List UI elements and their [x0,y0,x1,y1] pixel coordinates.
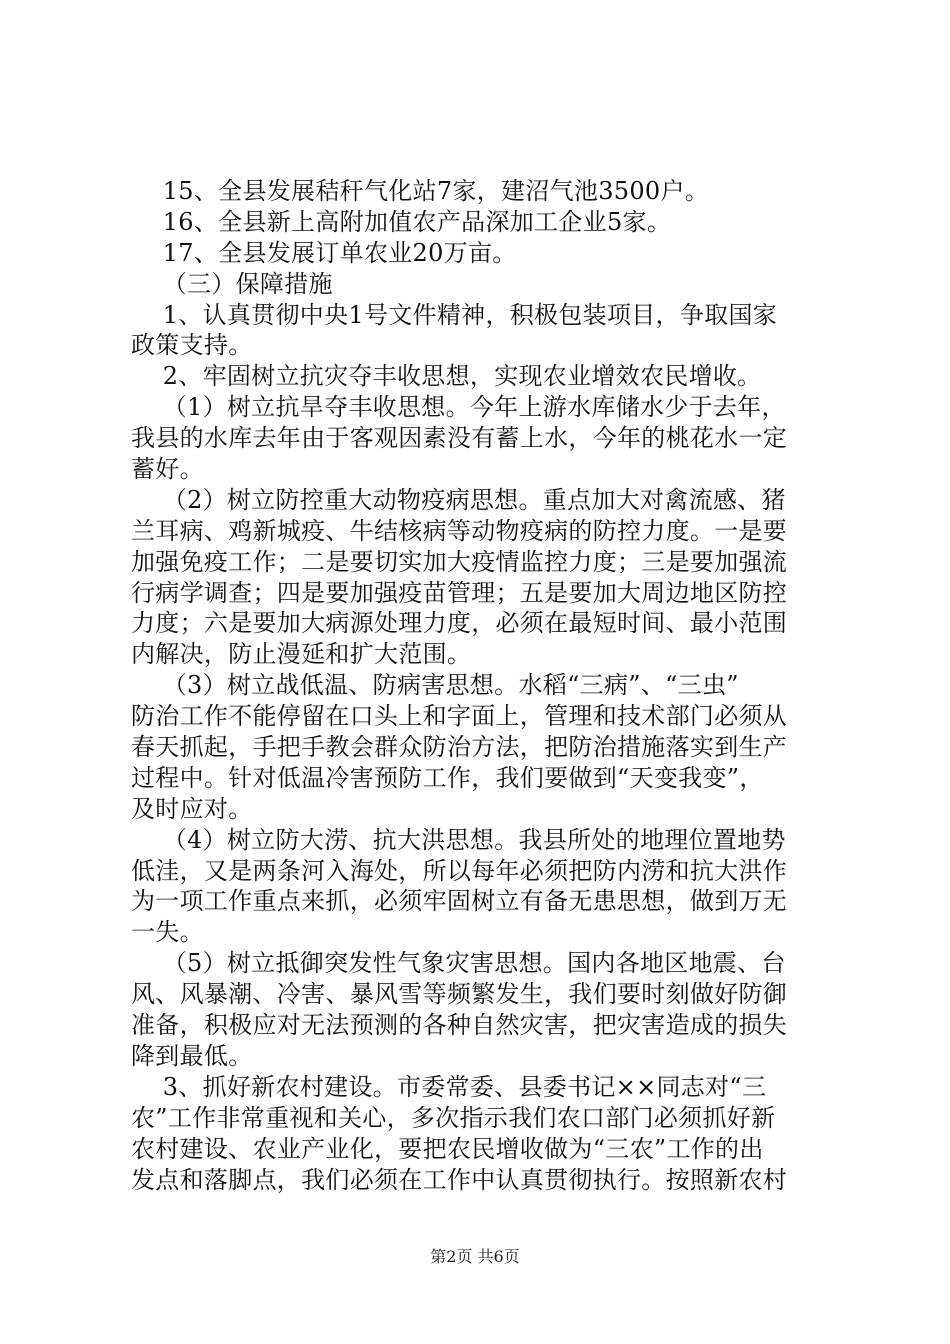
text-line: （2）树立防控重大动物疫病思想。重点加大对禽流感、猪 [131,485,786,514]
text-line: 低洼，又是两条河入海处，所以每年必须把防内涝和抗大洪作 [131,856,788,885]
text-line: 农村建设、农业产业化，要把农民增收做为“三农”工作的出 [131,1134,764,1163]
text-line: 为一项工作重点来抓，必须牢固树立有备无患思想，做到万无 [131,887,788,916]
text-line: 风、风暴潮、冷害、暴风雪等频繁发生，我们要时刻做好防御 [131,980,788,1009]
text-line: 2、牢固树立抗灾夺丰收思想，实现农业增效农民增收。 [131,362,762,391]
text-line: （4）树立防大涝、抗大洪思想。我县所处的地理位置地势 [131,825,786,854]
text-line: 1、认真贯彻中央1号文件精神，积极包装项目，争取国家 [131,300,778,329]
text-line: 16、全县新上高附加值农产品深加工企业5家。 [131,207,672,236]
text-line: （5）树立抵御突发性气象灾害思想。国内各地区地震、台 [131,949,786,978]
text-line: 内解决，防止漫延和扩大范围。 [131,640,472,669]
text-line: 及时应对。 [131,794,253,823]
text-line: 防治工作不能停留在口头上和字面上，管理和技术部门必须从 [131,702,788,731]
text-line: 我县的水库去年由于客观因素没有蓄上水，今年的桃花水一定 [131,424,788,453]
text-line: 准备，积极应对无法预测的各种自然灾害，把灾害造成的损失 [131,1011,788,1040]
document-body [131,176,831,1195]
text-line: 一失。 [131,918,204,947]
text-line: 行病学调查；四是要加强疫苗管理；五是要加大周边地区防控 [131,578,788,607]
text-line: 政策支持。 [131,331,253,360]
text-line: （3）树立战低温、防病害思想。水稻“三病”、“三虫” [131,671,739,700]
text-line: 兰耳病、鸡新城疫、牛结核病等动物疫病的防控力度。一是要 [131,516,788,545]
text-line: 蓄好。 [131,455,204,484]
text-line: 力度；六是要加大病源处理力度，必须在最短时间、最小范围 [131,609,788,638]
text-line: 发点和落脚点，我们必须在工作中认真贯彻执行。按照新农村 [131,1165,788,1194]
text-line: 春天抓起，手把手教会群众防治方法，把防治措施落实到生产 [131,733,788,762]
text-line: 15、全县发展秸秆气化站7家，建沼气池3500户。 [131,177,710,205]
text-line: 3、抓好新农村建设。市委常委、县委书记××同志对“三 [131,1072,767,1101]
text-line: 加强免疫工作；二是要切实加大疫情监控力度；三是要加强流 [131,547,788,576]
text-line: （1）树立抗旱夺丰收思想。今年上游水库储水少于去年， [131,393,786,422]
text-line: 17、全县发展订单农业20万亩。 [131,238,517,267]
section-heading: （三）保障措施 [131,269,333,298]
page-footer: 第2页 共6页 [430,1247,520,1266]
text-line: 过程中。针对低温冷害预防工作，我们要做到“天变我变”， [131,763,764,792]
text-line: 降到最低。 [131,1041,253,1070]
text-line: 农”工作非常重视和关心，多次指示我们农口部门必须抓好新 [131,1103,776,1132]
